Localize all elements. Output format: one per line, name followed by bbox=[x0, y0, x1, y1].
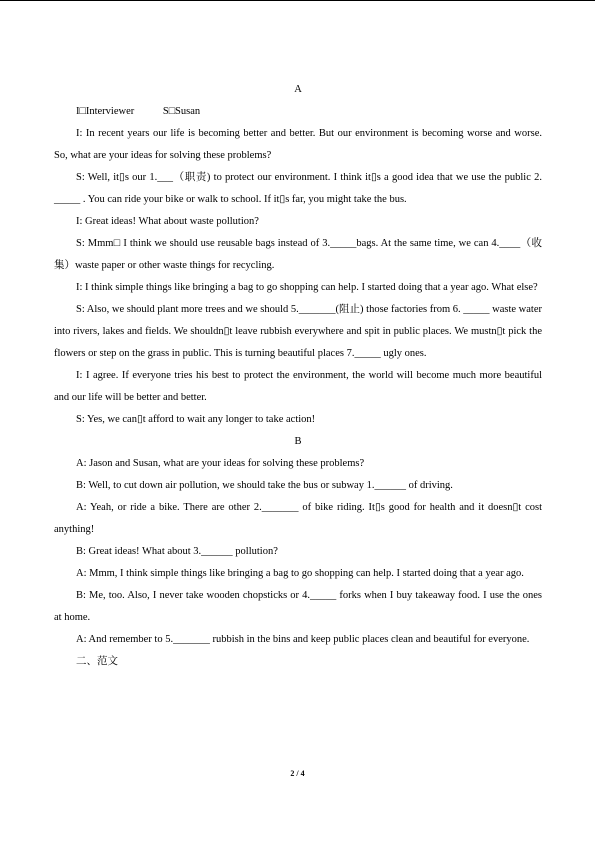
page-number: 2 / 4 bbox=[290, 769, 305, 778]
dialogue-line: A: Mmm, I think simple things like bringing a bag to go shopping can help. I started doing that a year ago. bbox=[76, 568, 524, 579]
dialogue-line: A: And remember to 5._______ rubbish in the bins and keep public places clean and beautiful for everyone. bbox=[76, 634, 530, 645]
role-interviewer: I□Interviewer bbox=[76, 106, 135, 117]
dialogue-line: A: Yeah, or ride a bike. There are other 2._______ of bike riding. It▯s good for health and it doesn▯t cost anything! bbox=[54, 502, 542, 535]
role-susan: S□Susan bbox=[162, 106, 201, 117]
dialogue-line: I: Great ideas! What about waste pollution? bbox=[76, 216, 259, 227]
dialogue-line: I: I agree. If everyone tries his best to protect the environment, the world will become much more beautiful and our life will be better and better. bbox=[54, 370, 542, 403]
section-a-title: A bbox=[294, 84, 302, 95]
roles-legend bbox=[54, 101, 542, 123]
section-b-title: B bbox=[294, 436, 302, 447]
dialogue-line: S: Mmm□ I think we should use reusable bags instead of 3._____bags. At the same time, we can 4.____（收集）waste paper or other waste things for recycling. bbox=[54, 238, 542, 271]
top-rule bbox=[0, 0, 595, 1]
dialogue-line: B: Well, to cut down air pollution, we should take the bus or subway 1.______ of driving. bbox=[76, 480, 453, 491]
dialogue-line: B: Great ideas! What about 3.______ pollution? bbox=[76, 546, 278, 557]
next-section-heading: 二、范文 bbox=[76, 656, 118, 667]
dialogue-line: I: In recent years our life is becoming better and better. But our environment is becoming worse and worse. So, what are your ideas for solving these problems? bbox=[54, 128, 542, 161]
dialogue-line: A: Jason and Susan, what are your ideas for solving these problems? bbox=[76, 458, 365, 469]
dialogue-line: I: I think simple things like bringing a bag to go shopping can help. I started doing that a year ago. What else? bbox=[76, 282, 538, 293]
dialogue-line: B: Me, too. Also, I never take wooden chopsticks or 4._____ forks when I buy takeaway food. I use the ones at home. bbox=[54, 590, 542, 623]
dialogue-line: S: Also, we should plant more trees and we should 5._______(阻止) those factories from 6. _____ waste water into rivers, lakes and fields. We shouldn▯t leave rubbish everywhere and spit in public places. We mustn▯t pick the flowers or step on the grass in public. This is turning beautiful places 7._____ ugly ones. bbox=[54, 304, 542, 359]
dialogue-line: S: Well, it▯s our 1.___（职责) to protect our environment. I think it▯s a good idea that we use the public 2. _____ . You can ride your bike or walk to school. If it▯s far, you might take the bus. bbox=[54, 172, 542, 205]
document-body bbox=[54, 79, 542, 673]
dialogue-line: S: Yes, we can▯t afford to wait any longer to take action! bbox=[76, 414, 316, 425]
